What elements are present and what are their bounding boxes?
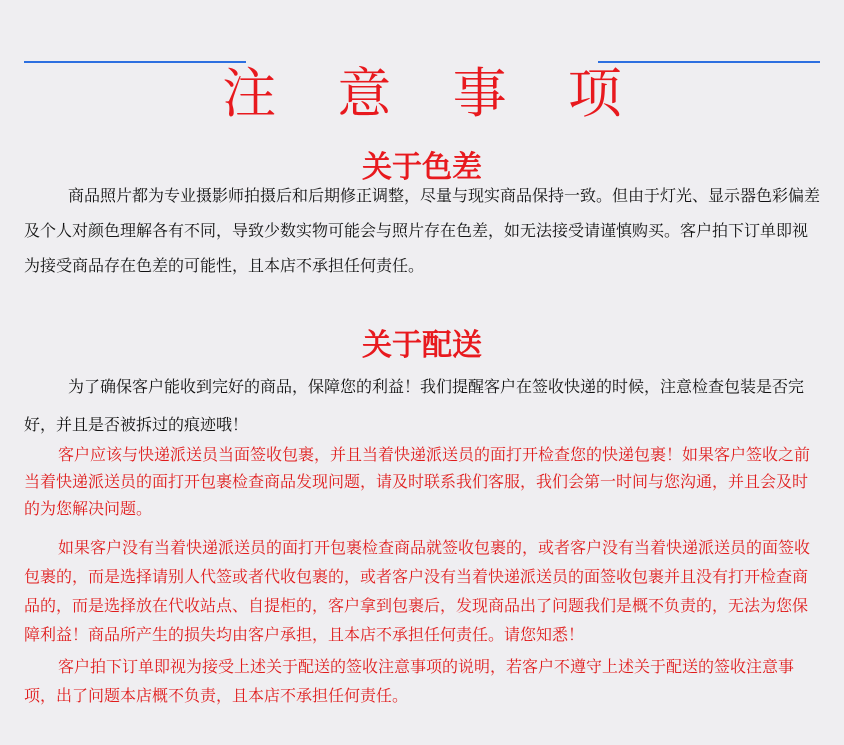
delivery-notice-2: 如果客户没有当着快递派送员的面打开包裹检查商品就签收包裹的，或者客户没有当着快递派送员的面签收包裹的，而是选择请别人代签或者代收包裹的，或者客户没有当着快递派送员的面签收包裹并且没有打开检查商品的，而是选择放在代收站点、自提柜的，客户拿到包裹后，发现商品出了问题我们是概不负责的，无法为您保障利益！商品所产生的损失均由客户承担，且本店不承担任何责任。请您知悉！ bbox=[24, 538, 811, 644]
delivery-notice-3: 客户拍下订单即视为接受上述关于配送的签收注意事项的说明，若客户不遵守上述关于配送的签收注意事项，出了问题本店概不负责，且本店不承担任何责任。 bbox=[24, 657, 795, 705]
delivery-intro-paragraph: 为了确保客户能收到完好的商品，保障您的利益！我们提醒客户在签收快递的时候，注意检查包装是否完好，并且是否被拆过的痕迹哦！ bbox=[24, 377, 805, 434]
delivery-notice-1: 客户应该与快递派送员当面签收包裹，并且当着快递派送员的面打开检查您的快递包裹！如果客户签收之前当着快递派送员的面打开包裹检查商品发现问题，请及时联系我们客服，我们会第一时间与您沟通，并且会及时的为您解决问题。 bbox=[24, 445, 811, 518]
page-title: 注 意 事 项 bbox=[222, 62, 644, 126]
color-difference-paragraph: 商品照片都为专业摄影师拍摄后和后期修正调整，尽量与现实商品保持一致。但由于灯光、显示器色彩偏差及个人对颜色理解各有不同，导致少数实物可能会与照片存在色差，如无法接受请谨慎购买。客户拍下订单即视为接受商品存在色差的可能性，且本店不承担任何责任。 bbox=[24, 186, 821, 275]
section-title-delivery: 关于配送 bbox=[362, 327, 482, 363]
section-title-color-difference: 关于色差 bbox=[362, 149, 482, 185]
